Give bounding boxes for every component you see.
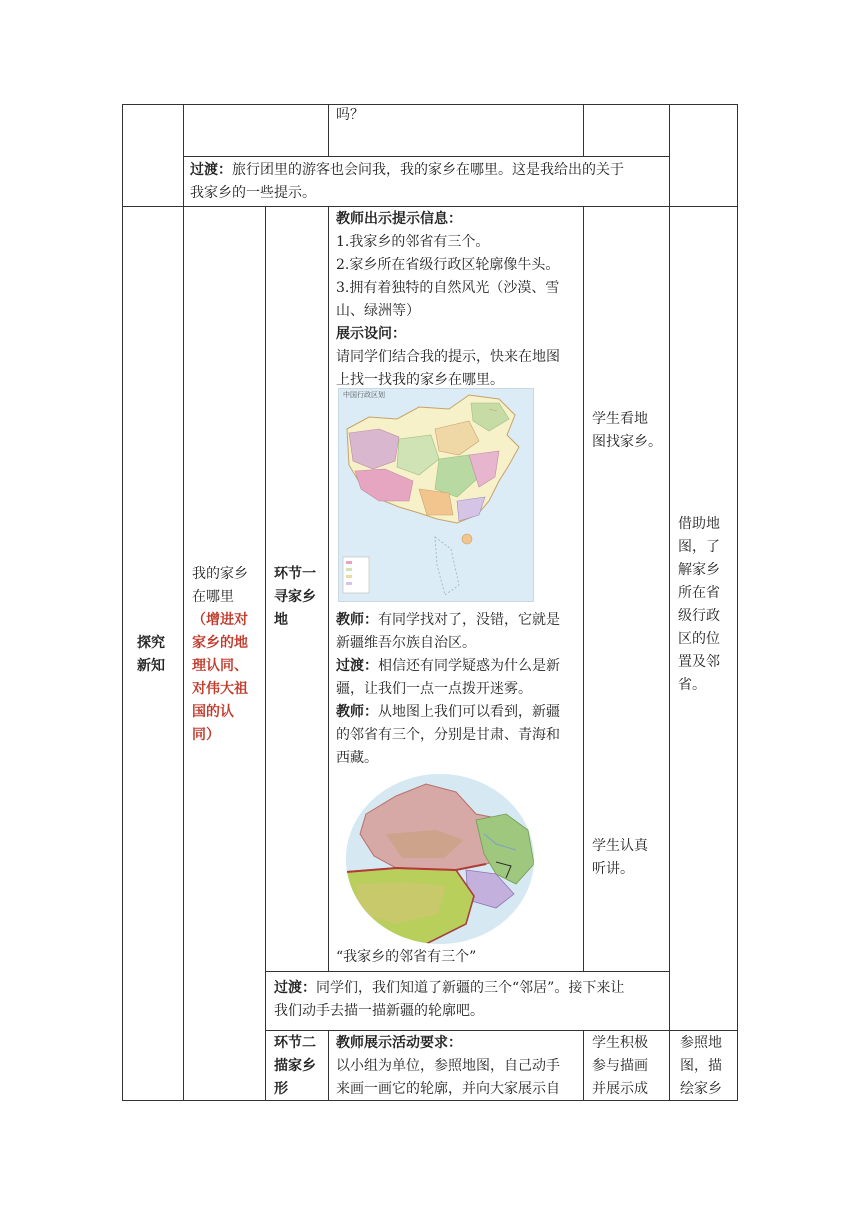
- teacher-text: 新疆维吾尔族自治区。: [336, 635, 476, 651]
- hint-item: 3.拥有着独特的自然风光（沙漠、雪: [336, 280, 560, 296]
- transition-label: 过渡：: [274, 980, 316, 996]
- link1-label: 环节一 寻家乡 地: [274, 566, 316, 628]
- table-line: [328, 104, 329, 156]
- transition-text: 疆，让我们一点一点拨开迷雾。: [336, 681, 532, 697]
- table-line: [583, 1030, 584, 1100]
- transition-text: 我们动手去描一描新疆的轮廓吧。: [274, 1003, 484, 1019]
- transition-label: 过渡：: [190, 162, 232, 178]
- transition-text: 我家乡的一些提示。: [190, 185, 316, 201]
- student-activity: 学生认真 听讲。: [592, 838, 648, 877]
- xinjiang-map-image: [346, 774, 534, 944]
- teacher-label: 教师：: [336, 612, 378, 628]
- table-line: [583, 104, 584, 156]
- teacher-text: 从地图上我们可以看到，新疆: [378, 704, 560, 720]
- question-text: 请同学们结合我的提示，快来在地图: [336, 349, 560, 365]
- table-line: [265, 206, 266, 1100]
- table-line: [183, 104, 184, 1101]
- table-line: [265, 971, 669, 972]
- transition-text: 旅行团里的游客也会问我，我的家乡在哪里。这是我给出的关于: [232, 162, 624, 178]
- map1-title: 中国行政区划: [343, 391, 385, 399]
- map2-caption: “我家乡的邻省有三个”: [336, 949, 477, 965]
- xinjiang-map-drawing: [346, 774, 534, 944]
- table-line: [328, 1030, 329, 1100]
- link2-student: 学生积极 参与描画 并展示成: [592, 1035, 648, 1097]
- topic-title: 我的家乡: [192, 566, 248, 582]
- transition-row-2: [274, 977, 666, 1023]
- china-map-image: [338, 388, 534, 602]
- teacher-activity-2: [336, 609, 580, 770]
- topic-note: 对伟大祖: [192, 681, 248, 697]
- topic-title: 在哪里: [192, 589, 234, 605]
- activity-heading: 教师展示活动要求：: [336, 1035, 462, 1051]
- table-border-right: [737, 104, 738, 1101]
- question-heading: 展示设问：: [336, 326, 406, 342]
- table-line: [583, 206, 584, 971]
- teacher-text: 西藏。: [336, 750, 378, 766]
- table-line: [669, 104, 670, 1101]
- topic-note: 理认同、: [192, 658, 248, 674]
- teacher-label: 教师：: [336, 704, 378, 720]
- table-line: [265, 1030, 737, 1031]
- transition-text: 同学们，我们知道了新疆的三个“邻居”。接下来让: [316, 980, 625, 996]
- hint-item: 1.我家乡的邻省有三个。: [336, 234, 490, 250]
- question-text: 上找一找我的家乡在哪里。: [336, 372, 504, 388]
- hint-heading: 教师出示提示信息：: [336, 211, 462, 227]
- transition-label: 过渡：: [336, 658, 378, 674]
- transition-text: 相信还有同学疑惑为什么是新: [378, 658, 560, 674]
- design-intent: 借助地 图，了 解家乡 所在省 级行政 区的位 置及邻 省。: [678, 516, 720, 693]
- table-border-left: [122, 104, 123, 1101]
- table-border-top: [122, 104, 737, 105]
- topic-cell: [192, 563, 248, 747]
- topic-note: 国的认: [192, 704, 234, 720]
- link2-intent: 参照地 图，描 绘家乡: [680, 1035, 722, 1097]
- china-map-drawing: [339, 389, 533, 601]
- student-activity: 学生看地 图找家乡。: [592, 411, 662, 450]
- stage-text: 吗？: [336, 107, 364, 123]
- activity-text: 来画一画它的轮廓，并向大家展示自: [336, 1081, 560, 1097]
- topic-note: 同）: [192, 727, 220, 743]
- transition-row: [190, 159, 666, 205]
- table-line: [122, 206, 737, 207]
- link2-label: 环节二 描家乡 形: [274, 1035, 316, 1097]
- table-line: [183, 156, 669, 157]
- teacher-text: 有同学找对了，没错，它就是: [378, 612, 560, 628]
- hint-item: 山、绿洲等）: [336, 303, 420, 319]
- teacher-activity: [336, 208, 580, 392]
- stage-label: 探究 新知: [137, 635, 165, 674]
- topic-note: （增进对: [192, 612, 248, 628]
- link2-teacher: [336, 1032, 580, 1101]
- hint-item: 2.家乡所在省级行政区轮廓像牛头。: [336, 257, 560, 273]
- topic-note: 家乡的地: [192, 635, 248, 651]
- activity-text: 以小组为单位，参照地图，自己动手: [336, 1058, 560, 1074]
- teacher-text: 的邻省有三个，分别是甘肃、青海和: [336, 727, 560, 743]
- table-line: [328, 206, 329, 971]
